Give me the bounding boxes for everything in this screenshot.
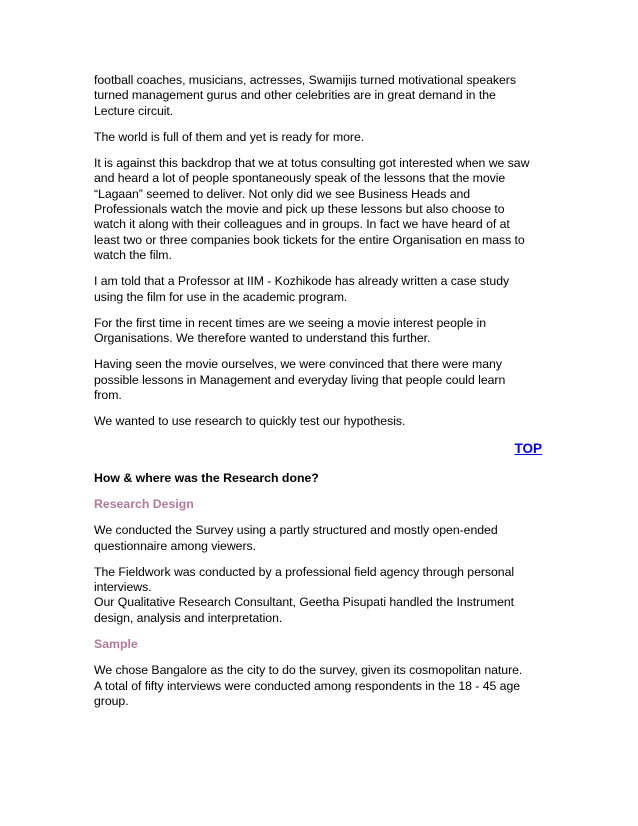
text-line: The Fieldwork was conducted by a professional field agency through personal: [94, 564, 515, 579]
text-line: group.: [94, 693, 129, 708]
research-section: [94, 471, 554, 710]
paragraph-world-full: [94, 130, 554, 145]
text-line: using the film for use in the academic program.: [94, 289, 348, 304]
text-line: questionnaire among viewers.: [94, 538, 256, 553]
paragraph-fieldwork: [94, 565, 554, 626]
top-link[interactable]: TOP: [514, 440, 542, 456]
text-line: least two or three companies book tickets for the entire Organisation en mass to: [94, 232, 525, 247]
paragraph-sample: [94, 663, 554, 709]
paragraph-survey: [94, 523, 554, 554]
sample-heading: Sample: [94, 637, 138, 652]
text-line: I am told that a Professor at IIM - Kozhikode has already written a case study: [94, 274, 510, 289]
text-line: Professionals watch the movie and pick up these lessons but also choose to: [94, 202, 505, 217]
text-line: watch the film.: [94, 247, 172, 262]
top-link-row: [94, 441, 542, 457]
text-line: We chose Bangalore as the city to do the survey, given its cosmopolitan nature.: [94, 663, 523, 678]
text-line: We wanted to use research to quickly test our hypothesis.: [94, 414, 406, 429]
text-line: Organisations. We therefore wanted to understand this further.: [94, 331, 431, 346]
intro-section: [94, 73, 554, 430]
text-line: Our Qualitative Research Consultant, Geetha Pisupati handled the Instrument: [94, 595, 515, 610]
text-line: Lecture circuit.: [94, 103, 174, 118]
research-design-heading: Research Design: [94, 496, 194, 511]
text-line: A total of fifty interviews were conducted among respondents in the 18 - 45 age: [94, 678, 521, 693]
paragraph-having-seen: [94, 357, 554, 403]
paragraph-celebrities: [94, 73, 554, 119]
text-line: turned management gurus and other celebrities are in great demand in the: [94, 88, 496, 103]
document-page: [94, 73, 554, 720]
text-line: For the first time in recent times are we seeing a movie interest people in: [94, 315, 486, 330]
text-line: possible lessons in Management and everyday living that people could learn: [94, 372, 506, 387]
paragraph-first-time: [94, 316, 554, 347]
text-line: We conducted the Survey using a partly structured and mostly open-ended: [94, 523, 498, 538]
text-line: football coaches, musicians, actresses, Swamijis turned motivational speakers: [94, 73, 516, 87]
text-line: watch it along with their colleagues and in groups. In fact we have heard of at: [94, 217, 510, 232]
section-heading: How & where was the Research done?: [94, 470, 319, 485]
text-line: from.: [94, 388, 122, 403]
text-line: “Lagaan” seemed to deliver. Not only did we see Business Heads and: [94, 186, 471, 201]
text-line: and heard a lot of people spontaneously speak of the lessons that the movie: [94, 171, 506, 186]
paragraph-professor: [94, 274, 554, 305]
text-line: Having seen the movie ourselves, we were convinced that there were many: [94, 357, 502, 372]
paragraph-hypothesis: [94, 414, 554, 429]
text-line: It is against this backdrop that we at totus consulting got interested when we saw: [94, 156, 530, 171]
text-line: The world is full of them and yet is ready for more.: [94, 129, 365, 144]
paragraph-backdrop: [94, 156, 554, 263]
text-line: interviews.: [94, 580, 152, 595]
text-line: design, analysis and interpretation.: [94, 610, 283, 625]
